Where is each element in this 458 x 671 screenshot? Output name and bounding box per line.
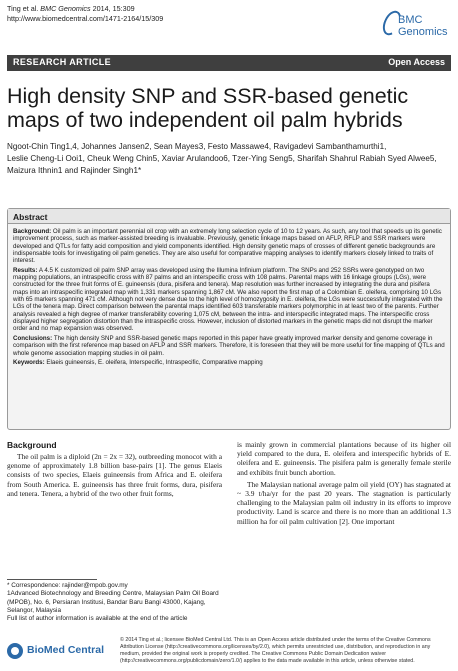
paragraph: The Malaysian national average palm oil yield (OY) has stagnated at ~ 3.9 t/ha/yr for the past 20 years. The stagnation is particularly challenging to the Malaysian palm oil industry in its efforts to improve productivity. Land is scarce and there is no more than an additional 1.3 million ha for oil palm cultivation [2]. One important: [237, 479, 451, 526]
abstract-keywords: [13, 359, 445, 366]
open-access-label: Open Access: [388, 57, 445, 67]
bmc-genomics-logo: [372, 2, 450, 46]
logo-line1: BMC: [398, 14, 423, 26]
affiliation-note: 1Advanced Biotechnology and Breeding Centre, Malaysian Palm Oil Board (MPOB), No. 6, Persiaran Institusi, Bandar Baru Bangi 43000, Kajang, Selangor, Malaysia: [7, 590, 219, 614]
citation-volume: 2014, 15:309: [90, 4, 135, 13]
abstract-conclusions: [13, 335, 445, 357]
article-type-label: RESEARCH ARTICLE: [13, 57, 112, 67]
citation-authors: Ting et al.: [7, 4, 41, 13]
author: Xaviar Arulandoo6,: [161, 154, 231, 163]
author: Tzer-Ying Seng5,: [232, 154, 295, 163]
article-type-banner: [7, 55, 451, 71]
paragraph: is mainly grown in commercial plantations because of its higher oil yield compared to the dura, E. oleifera and interspecific hybrids of E. oleifera and E. guineensis. The pisifera palm is generally female sterile and exhibits fruit bunch abortion.: [237, 440, 451, 477]
author: Festo Massawe4,: [207, 142, 272, 151]
background-heading: Background: [7, 440, 57, 450]
author: Maizura Ithnin1: [7, 166, 63, 175]
journal-name: BMC Genomics: [40, 4, 91, 13]
section-label: Background:: [13, 228, 52, 235]
author: Ngoot-Chin Ting1,4,: [7, 142, 79, 151]
citation: [7, 4, 163, 23]
correspondence-note: * Correspondence: rajinder@mpob.gov.my: [7, 582, 128, 589]
publisher-name: BioMed Central: [27, 644, 105, 656]
right-column-text: [237, 440, 451, 526]
logo-text: [398, 14, 448, 38]
author-list: [7, 141, 453, 177]
paragraph: The oil palm is a diploid (2n = 2x = 32), outbreeding monocot with a genome of approximately 1.8 billion base-pairs [1]. The genus Elaeis consists of two species, Elaeis guineensis from Africa and E. oleifera from South America. E. guineensis has three fruit forms, dura, pisifera and tenera. Tenera, a hybrid of the two other fruit forms,: [7, 452, 222, 498]
footnote-rule: [7, 579, 97, 580]
author-info-note: Full list of author information is available at the end of the article: [7, 615, 188, 623]
section-text: Oil palm is an important perennial oil crop with an extremely long selection cycle of 10 to 12 years. As such, any tool that speeds up its genetic improvement process, such as marker-assisted breeding is invaluable. Previously, genetic linkage maps based on AFLP, RFLP and SSR markers were developed and QTLs for fatty acid composition and yield components identified. High density genetic maps of crosses of different genetic backgrounds are indispensable tools for investigating oil palm genetics. They are also useful for comparative mapping analyses to identify markers closely linked to traits of interest.: [13, 228, 442, 265]
author: Ravigadevi Sambanthamurthi1,: [273, 142, 387, 151]
right-column: [237, 440, 451, 529]
section-label: Conclusions:: [13, 334, 53, 342]
biomed-central-logo: [7, 641, 107, 663]
abstract-heading: Abstract: [8, 209, 450, 224]
background-paragraph: [7, 452, 222, 498]
section-text: Elaeis guineensis, E. oleifera, Interspecific, Intraspecific, Comparative mapping: [46, 358, 263, 366]
author: Leslie Cheng-Li Ooi1,: [7, 154, 85, 163]
abstract-box: [7, 208, 451, 430]
abstract-results: [13, 267, 445, 333]
author: Cheuk Weng Chin5,: [87, 154, 160, 163]
article-url[interactable]: http://www.biomedcentral.com/1471-2164/15/309: [7, 13, 164, 23]
logo-line2: Genomics: [398, 26, 448, 38]
left-column: [7, 440, 222, 501]
section-text: The high density SNP and SSR-based genetic maps reported in this paper have greatly improved marker density and genome coverage in comparison with the first reference map based on AFLP and SSR markers. Therefore, it is foreseen that they will be more useful for fine mapping of QTLs and whole genome association mapping studies in oil palm.: [13, 334, 445, 357]
author: Sharifah Shahrul Rabiah Syed Alwee5,: [297, 154, 437, 163]
abstract-body: [13, 228, 445, 368]
abstract-background: [13, 228, 445, 265]
author: Johannes Jansen2,: [81, 142, 152, 151]
author: and Rajinder Singh1*: [64, 166, 142, 175]
biomed-central-icon: [7, 643, 23, 659]
license-text: © 2014 Ting et al.; licensee BioMed Central Ltd. This is an Open Access article distributed under the terms of the Creative Commons Attribution License (http://creativecommons.org/licenses/by/2.0), which permits unrestricted use, distribution, and reproduction in any medium, provided the original work is properly credited. The Creative Commons Public Domain Dedication waiver (http://creativecommons.org/publicdomain/zero/1.0/) applies to the data made available in this article, unless otherwise stated.: [120, 637, 431, 664]
section-label: Keywords:: [13, 358, 45, 366]
section-text: A 4.5 K customized oil palm SNP array was developed using the Illumina Infinium platform. The SNPs and 252 SSRs were genotyped on two mapping populations, an intraspecific cross with 87 palms and an interspecific cross with 108 palms. Parental maps with 16 linkage groups (LGs), were constructed for the three fruit forms of E. guineensis (dura, pisifera and tenera). Map resolution was further increased by integrating the dura and pisifera maps into an intraspecific integrated map with 1,331 markers spanning 1,867 cM. We also report the first map of a Colombian E. oleifera, comprising 10 LGs with 65 markers spanning 471 cM. Although not very dense due to the high level of homozygosity in E. oleifera, the LGs were successfully integrated with the LGs of the tenera map. Direct comparison between the parental maps identified 603 transferable markers polymorphic in at least two of the parents. Further analysis revealed a high degree of marker transferability covering 1,075 cM, between the intra- and interspecific integrated maps. The interspecific cross displayed higher segregation distortion than the intraspecific cross. However, inclusion of distorted markers in the genetic maps did not disrupt the marker order and no map expansion was observed.: [13, 266, 443, 333]
author: Sean Mayes3,: [153, 142, 206, 151]
footnotes-block: [7, 582, 227, 623]
section-label: Results:: [13, 266, 38, 274]
article-title: High density SNP and SSR-based genetic maps of two independent oil palm hybrids: [7, 84, 409, 132]
